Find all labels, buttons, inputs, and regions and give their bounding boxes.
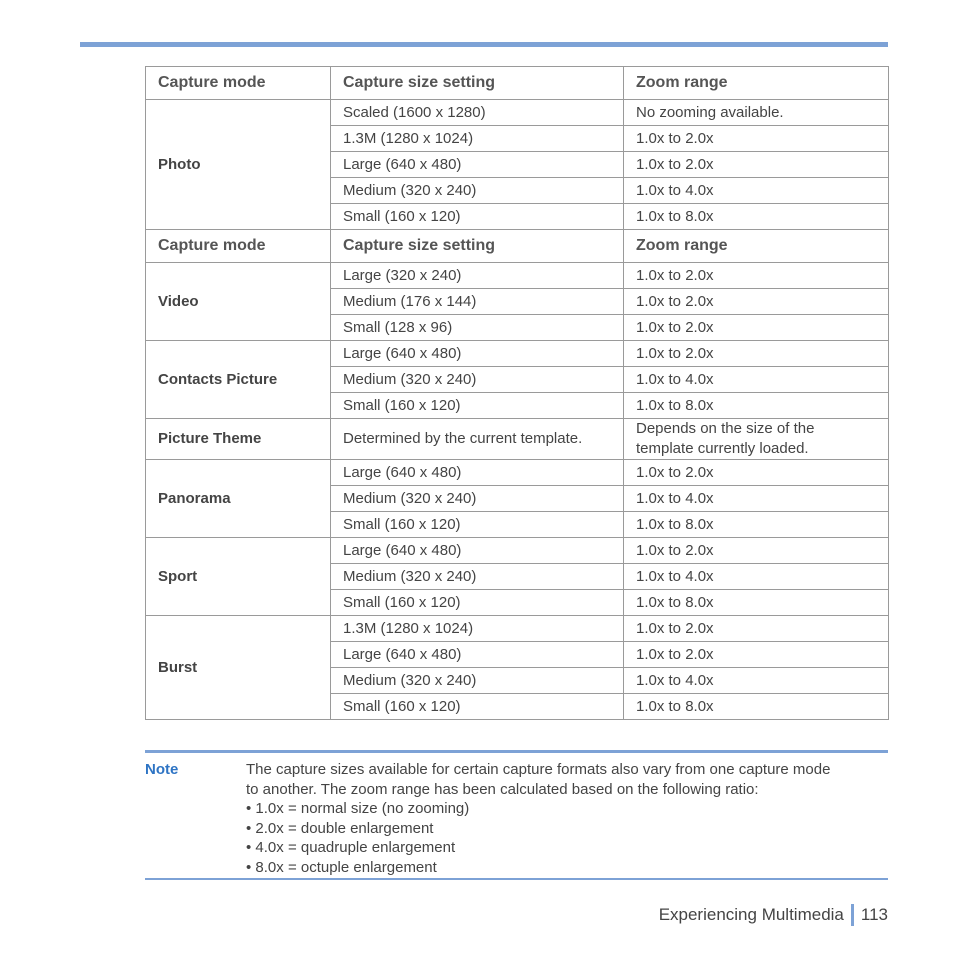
mode-contacts-picture: Contacts Picture: [146, 341, 331, 419]
zoom-cell: 1.0x to 2.0x: [624, 263, 889, 289]
table-row: [146, 460, 889, 486]
zoom-cell: 1.0x to 8.0x: [624, 590, 889, 616]
size-cell: Medium (320 x 240): [331, 486, 624, 512]
note-label: Note: [145, 761, 179, 778]
note-bullet: • 8.0x = octuple enlargement: [246, 858, 437, 876]
zoom-cell: 1.0x to 4.0x: [624, 178, 889, 204]
size-cell: Small (160 x 120): [331, 512, 624, 538]
size-cell: Large (640 x 480): [331, 460, 624, 486]
note-bullet: • 2.0x = double enlargement: [246, 819, 434, 837]
header-capture-mode: Capture mode: [146, 67, 331, 100]
footer-section-title: Experiencing Multimedia: [658, 905, 844, 924]
zoom-cell: 1.0x to 2.0x: [624, 460, 889, 486]
footer-separator: [851, 904, 854, 926]
size-cell: Determined by the current template.: [331, 419, 624, 460]
size-cell: Medium (176 x 144): [331, 289, 624, 315]
zoom-cell: 1.0x to 2.0x: [624, 538, 889, 564]
note-line: to another. The zoom range has been calculated based on the following ratio:: [246, 780, 759, 798]
mode-picture-theme: Picture Theme: [146, 419, 331, 460]
page-number: 113: [860, 905, 888, 924]
note-body: [145, 753, 888, 878]
zoom-cell: 1.0x to 2.0x: [624, 642, 889, 668]
zoom-cell: 1.0x to 8.0x: [624, 393, 889, 419]
zoom-cell: 1.0x to 2.0x: [624, 315, 889, 341]
size-cell: Large (640 x 480): [331, 642, 624, 668]
size-cell: Large (640 x 480): [331, 538, 624, 564]
mode-panorama: Panorama: [146, 460, 331, 538]
note-bullet: • 4.0x = quadruple enlargement: [246, 839, 456, 856]
note-bullet: • 1.0x = normal size (no zooming): [246, 800, 470, 817]
size-cell: Small (160 x 120): [331, 694, 624, 720]
zoom-cell: 1.0x to 2.0x: [624, 152, 889, 178]
size-cell: Large (320 x 240): [331, 263, 624, 289]
mode-video: Video: [146, 263, 331, 341]
header-capture-size: Capture size setting: [331, 230, 624, 263]
header-row: [146, 67, 889, 100]
size-cell: 1.3M (1280 x 1024): [331, 616, 624, 642]
zoom-cell: No zooming available.: [624, 100, 889, 126]
size-cell: Medium (320 x 240): [331, 367, 624, 393]
mode-photo: Photo: [146, 100, 331, 230]
top-rule: [80, 42, 888, 47]
zoom-cell: 1.0x to 8.0x: [624, 512, 889, 538]
capture-table: [145, 66, 889, 720]
size-cell: Medium (320 x 240): [331, 178, 624, 204]
zoom-cell: 1.0x to 8.0x: [624, 204, 889, 230]
header-zoom-range: Zoom range: [624, 67, 889, 100]
size-cell: Small (160 x 120): [331, 590, 624, 616]
size-cell: Large (640 x 480): [331, 341, 624, 367]
table-row: [146, 419, 889, 460]
zoom-cell: 1.0x to 2.0x: [624, 616, 889, 642]
header-capture-mode: Capture mode: [146, 230, 331, 263]
size-cell: Small (128 x 96): [331, 315, 624, 341]
note-bottom-rule: [145, 878, 888, 880]
zoom-cell: 1.0x to 8.0x: [624, 694, 889, 720]
zoom-cell: 1.0x to 4.0x: [624, 367, 889, 393]
zoom-cell: 1.0x to 2.0x: [624, 126, 889, 152]
note-box: [145, 750, 888, 880]
size-cell: 1.3M (1280 x 1024): [331, 126, 624, 152]
note-text: [246, 760, 888, 878]
size-cell: Medium (320 x 240): [331, 668, 624, 694]
zoom-cell: 1.0x to 2.0x: [624, 289, 889, 315]
header-zoom-range: Zoom range: [624, 230, 889, 263]
zoom-line: template currently loaded.: [636, 440, 809, 457]
table-row: [146, 616, 889, 642]
zoom-line: Depends on the size of the: [636, 420, 815, 437]
header-row-repeat: [146, 230, 889, 263]
table-row: [146, 538, 889, 564]
table-row: [146, 263, 889, 289]
zoom-cell: 1.0x to 2.0x: [624, 341, 889, 367]
table-row: [146, 100, 889, 126]
size-cell: Medium (320 x 240): [331, 564, 624, 590]
page-footer: [659, 904, 888, 926]
zoom-cell: 1.0x to 4.0x: [624, 486, 889, 512]
table-row: [146, 341, 889, 367]
header-capture-size: Capture size setting: [331, 67, 624, 100]
zoom-cell: 1.0x to 4.0x: [624, 668, 889, 694]
size-cell: Small (160 x 120): [331, 204, 624, 230]
zoom-cell: [624, 419, 889, 460]
size-cell: Small (160 x 120): [331, 393, 624, 419]
size-cell: Large (640 x 480): [331, 152, 624, 178]
mode-burst: Burst: [146, 616, 331, 720]
zoom-cell: 1.0x to 4.0x: [624, 564, 889, 590]
note-line: The capture sizes available for certain capture formats also vary from one capture mode: [246, 761, 831, 778]
mode-sport: Sport: [146, 538, 331, 616]
size-cell: Scaled (1600 x 1280): [331, 100, 624, 126]
